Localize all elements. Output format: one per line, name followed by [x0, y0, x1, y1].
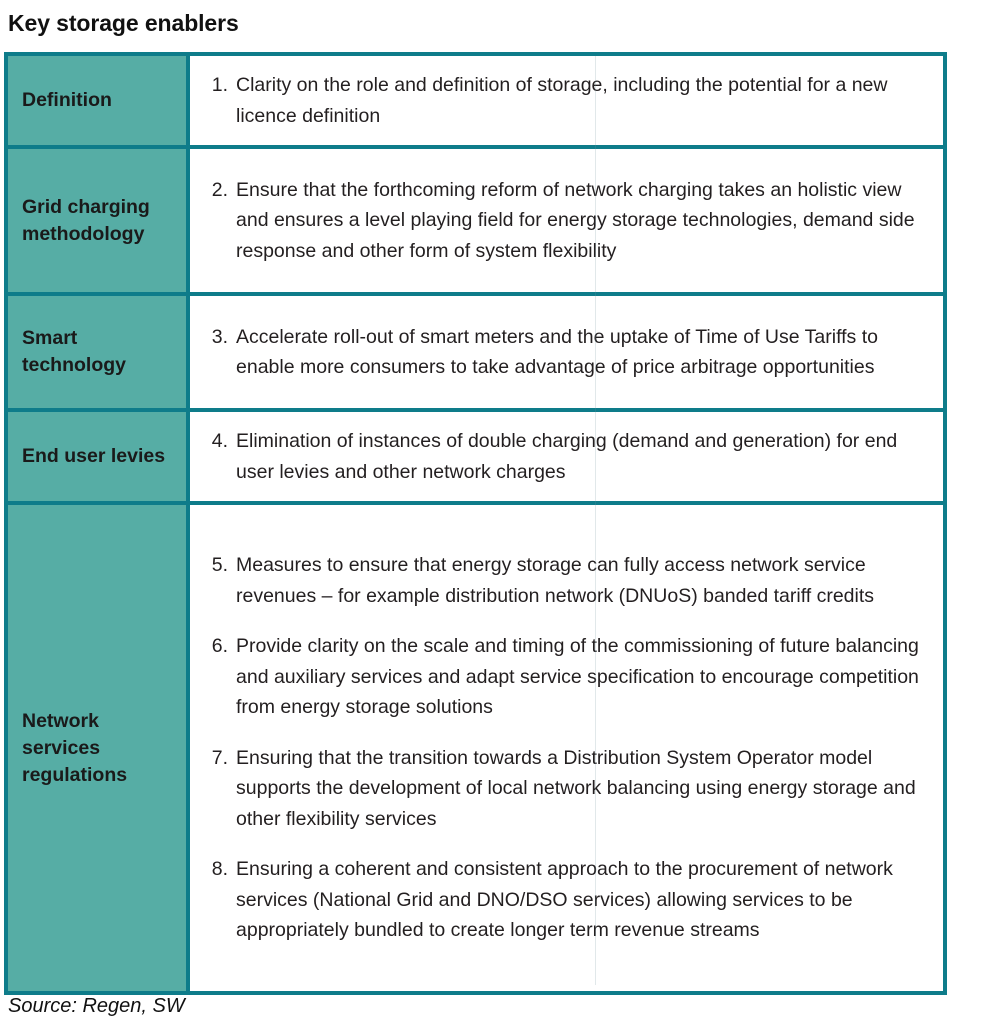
enabler-list: [190, 412, 943, 501]
list-item: [204, 426, 927, 487]
list-item-number: 6.: [211, 635, 228, 658]
table-row: [8, 149, 943, 296]
list-item: [204, 322, 927, 383]
category-label: Definition: [22, 89, 112, 111]
list-item-number: 7.: [211, 746, 228, 769]
list-item-text: Ensure that the forthcoming reform of network charging takes an holistic view and ensures a level playing field for energy storage technologies, demand side response and other form of system flexibility: [236, 178, 921, 262]
category-label: Grid charging methodology: [22, 195, 150, 245]
enabler-list: [190, 56, 943, 145]
category-cell: [8, 296, 190, 408]
category-cell: [8, 412, 190, 501]
list-item: [204, 854, 927, 946]
table-row: [8, 505, 943, 991]
enabler-list: [190, 296, 943, 408]
figure-title: Key storage enablers: [8, 10, 239, 36]
list-item: [204, 743, 927, 835]
list-item-text: Ensuring that the transition towards a Distribution System Operator model supports the development of local network balancing using energy storage and other flexibility services: [236, 746, 922, 830]
list-item-number: 3.: [211, 325, 228, 348]
table-row: [8, 296, 943, 412]
source-note: Source: Regen, SW: [8, 995, 185, 1017]
category-cell: [8, 149, 190, 292]
enabler-list: [190, 149, 943, 292]
list-item: [204, 175, 927, 267]
category-label: End user levies: [22, 445, 166, 467]
list-item-text: Provide clarity on the scale and timing of the commissioning of future balancing and auxiliary services and adapt service specification to encourage competition from energy storage solutions: [236, 635, 925, 719]
list-item-number: 8.: [211, 858, 228, 881]
key-storage-enablers-table: [4, 52, 947, 995]
list-item-number: 1.: [211, 74, 228, 96]
list-item-text: Accelerate roll-out of smart meters and the uptake of Time of Use Tariffs to enable more consumers to take advantage of price arbitrage opportunities: [236, 325, 884, 378]
list-item: [204, 550, 927, 611]
list-item: [204, 70, 927, 131]
list-item-number: 4.: [211, 430, 228, 452]
table-row: [8, 56, 943, 149]
category-cell: [8, 56, 190, 145]
list-item-number: 2.: [211, 178, 228, 201]
category-cell: [8, 505, 190, 991]
category-label: Network services regulations: [22, 709, 128, 786]
list-item-text: Measures to ensure that energy storage can fully access network service revenues – for example distribution network (DNUoS) banded tariff credits: [236, 554, 875, 607]
enabler-list: [190, 505, 943, 991]
table-row: [8, 412, 943, 505]
list-item-text: Elimination of instances of double charging (demand and generation) for end user levies and other network charges: [236, 430, 903, 483]
list-item-text: Ensuring a coherent and consistent approach to the procurement of network services (National Grid and DNO/DSO services) allowing services to be appropriately bundled to create longer term revenue streams: [236, 858, 899, 942]
list-item-text: Clarity on the role and definition of storage, including the potential for a new licence definition: [236, 74, 893, 127]
list-item-number: 5.: [211, 554, 228, 577]
list-item: [204, 631, 927, 723]
category-label: Smart technology: [22, 327, 127, 376]
